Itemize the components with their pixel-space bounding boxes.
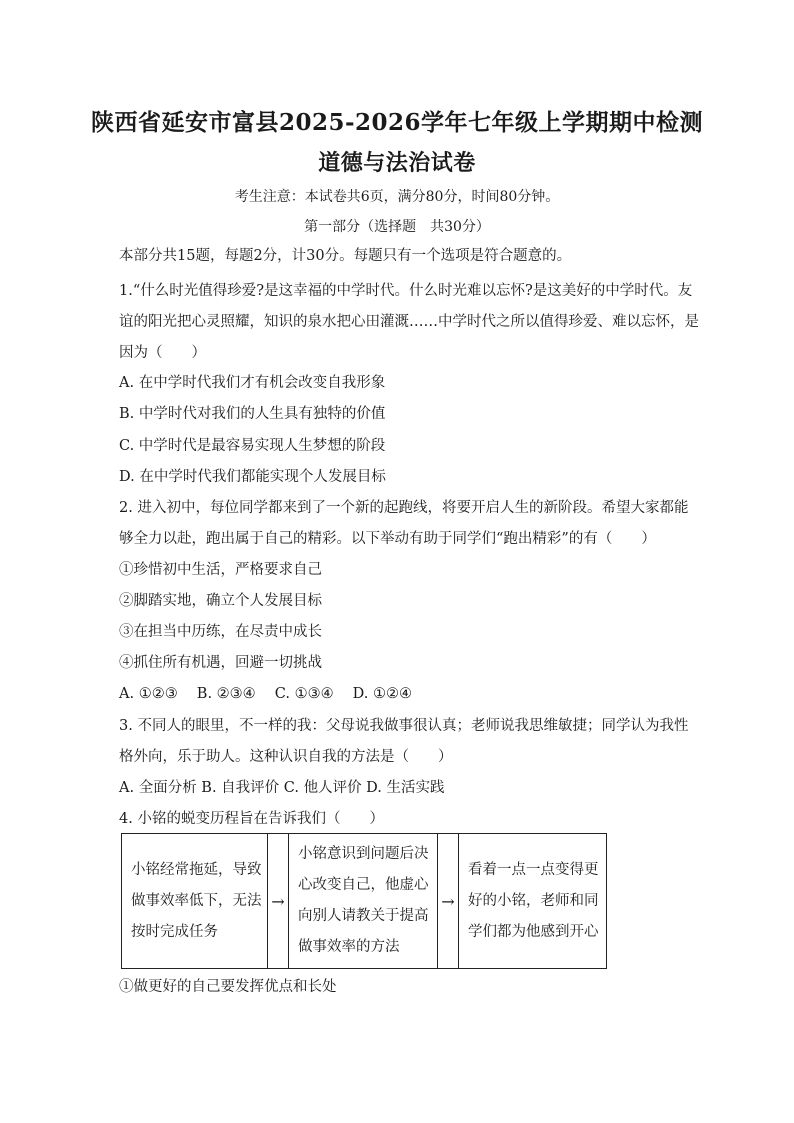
part-intro: 本部分共15题，每题2分，计30分。每题只有一个选项是符合题意的。 xyxy=(119,248,572,264)
q3-stem-line: 格外向，乐于助人。这种认识自我的方法是（ ） xyxy=(119,749,453,765)
q4-flow-table xyxy=(121,833,607,969)
flow-box-after xyxy=(459,834,607,969)
q2-item-2: ②脚踏实地，确立个人发展目标 xyxy=(119,593,322,609)
q1-stem-line: 因为（ ） xyxy=(119,345,206,361)
flow-text-line: 学们都为他感到开心 xyxy=(468,923,599,940)
exam-title-line1: 陕西省延安市富县2025-2026学年七年级上学期期中检测 xyxy=(90,109,704,136)
q1-option-c: C. 中学时代是最容易实现人生梦想的阶段 xyxy=(119,438,386,454)
q2-item-1: ①珍惜初中生活，严格要求自己 xyxy=(119,562,322,578)
right-arrow-icon: → xyxy=(438,834,459,969)
right-arrow-icon: → xyxy=(268,834,289,969)
flow-text-line: 好的小铭，老师和同 xyxy=(468,892,599,909)
q1-option-a: A. 在中学时代我们才有机会改变自我形象 xyxy=(119,375,386,391)
q3-stem-line: 3. 不同人的眼里，不一样的我：父母说我做事很认真；老师说我思维敏捷；同学认为我性 xyxy=(119,718,689,734)
q2-item-4: ④抓住所有机遇，回避一切挑战 xyxy=(119,655,322,671)
flow-text-line: 心改变自己，他虚心 xyxy=(298,877,429,893)
q1-option-d: D. 在中学时代我们都能实现个人发展目标 xyxy=(119,469,386,485)
flow-text-line: 做事效率低下，无法 xyxy=(131,892,262,909)
q4-item-1: ①做更好的自己要发挥优点和长处 xyxy=(119,979,337,995)
q1-stem-line: 谊的阳光把心灵照耀，知识的泉水把心田灌溉……中学时代之所以值得珍爱、难以忘怀，是 xyxy=(119,314,699,330)
flow-box-change xyxy=(289,834,438,969)
q1-option-b: B. 中学时代对我们的人生具有独特的价值 xyxy=(119,406,386,422)
part-title: 第一部分（选择题 共30分） xyxy=(304,219,490,235)
q1-stem-line: 1.“什么时光值得珍爱?是这幸福的中学时代。什么时光难以忘怀?是这美好的中学时代。友 xyxy=(119,283,693,299)
flow-text-line: 小铭意识到问题后决 xyxy=(298,846,429,862)
q3-options: A. 全面分析 B. 自我评价 C. 他人评价 D. 生活实践 xyxy=(119,780,445,796)
q2-options: A. ①②③ B. ②③④ C. ①③④ D. ①②④ xyxy=(119,686,413,702)
q2-stem-line: 够全力以赴，跑出属于自己的精彩。以下举动有助于同学们“跑出精彩”的有（ ） xyxy=(119,531,656,547)
q2-item-3: ③在担当中历练，在尽责中成长 xyxy=(119,624,322,640)
flow-text-line: 小铭经常拖延，导致 xyxy=(131,861,262,878)
exam-notice: 考生注意：本试卷共6页，满分80分，时间80分钟。 xyxy=(234,189,560,205)
flow-text-line: 向别人请教关于提高 xyxy=(298,908,429,924)
flow-box-before xyxy=(122,834,268,969)
exam-title-line2: 道德与法治试卷 xyxy=(318,150,476,176)
flow-text-line: 做事效率的方法 xyxy=(298,939,400,955)
flow-text-line: 看着一点一点变得更 xyxy=(468,861,599,878)
q2-stem-line: 2. 进入初中，每位同学都来到了一个新的起跑线，将要开启人生的新阶段。希望大家都能 xyxy=(119,500,689,516)
flow-text-line: 按时完成任务 xyxy=(131,923,218,940)
q4-stem: 4. 小铭的蜕变历程旨在告诉我们（ ） xyxy=(119,811,384,827)
